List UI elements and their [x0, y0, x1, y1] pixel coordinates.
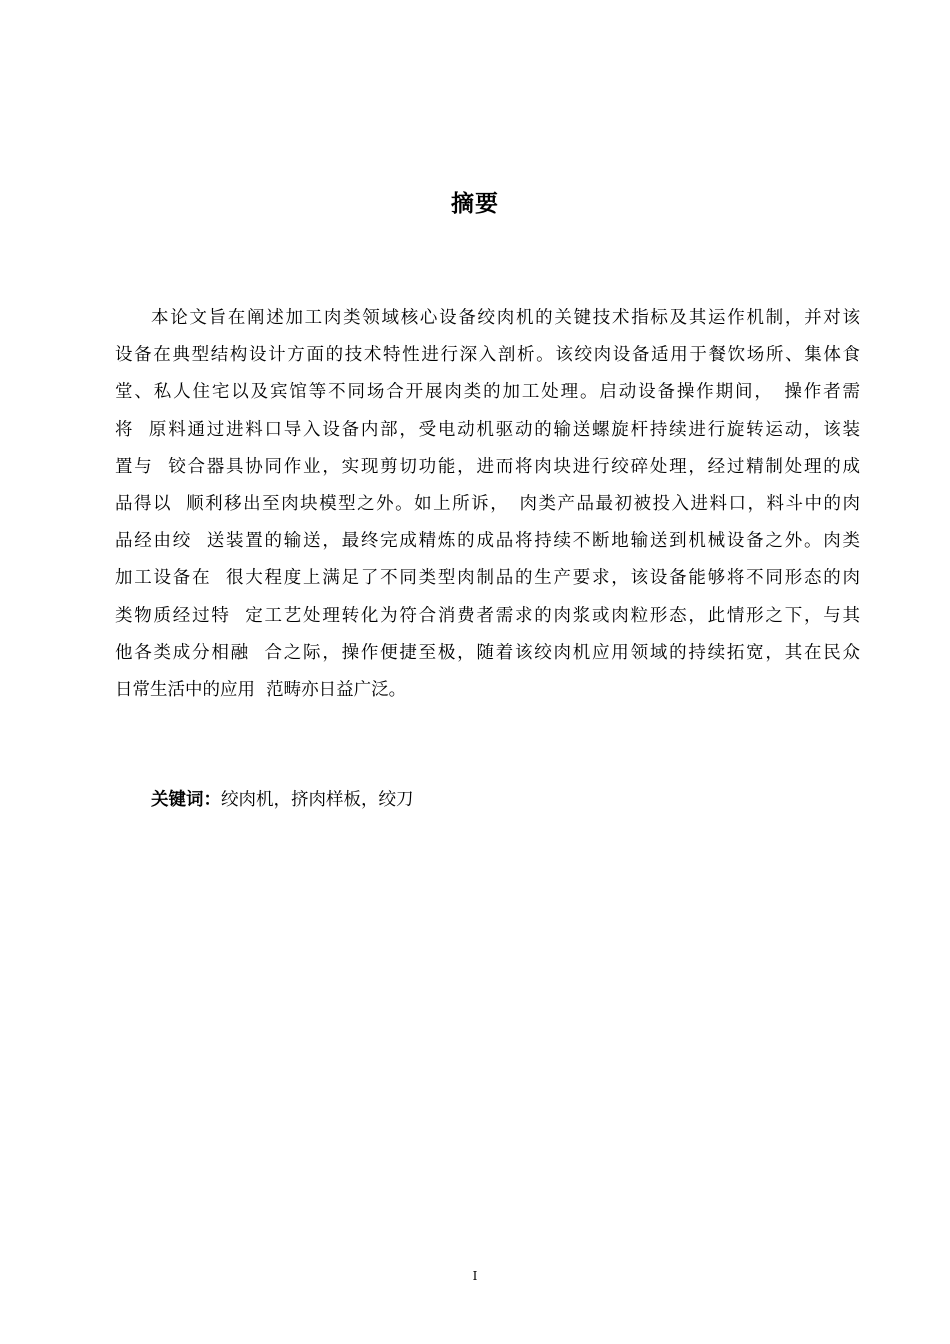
abstract-line: 日常生活中的应用 范畴亦日益广泛。	[115, 679, 407, 700]
abstract-line: 将 原料通过进料口导入设备内部，受电动机驱动的输送螺旋杆持续进行旋转运动，该装	[115, 419, 860, 440]
keywords-line	[151, 785, 414, 815]
abstract-line: 品得以 顺利移出至肉块模型之外。如上所诉， 肉类产品最初被投入进料口，料斗中的肉	[115, 493, 860, 514]
abstract-line: 加工设备在 很大程度上满足了不同类型肉制品的生产要求，该设备能够将不同形态的肉	[115, 568, 860, 589]
abstract-line: 类物质经过特 定工艺处理转化为符合消费者需求的肉浆或肉粒形态，此情形之下，与其	[115, 605, 860, 626]
abstract-body	[115, 300, 860, 709]
abstract-title: 摘要	[451, 191, 499, 217]
page-number: I	[472, 1269, 478, 1283]
abstract-line: 设备在典型结构设计方面的技术特性进行深入剖析。该绞肉设备适用于餐饮场所、集体食	[115, 345, 860, 366]
abstract-line: 置与 铰合器具协同作业，实现剪切功能，进而将肉块进行绞碎处理，经过精制处理的成	[115, 456, 860, 477]
abstract-line: 品经由绞 送装置的输送，最终完成精炼的成品将持续不断地输送到机械设备之外。肉类	[115, 531, 860, 552]
abstract-line: 他各类成分相融 合之际，操作便捷至极，随着该绞肉机应用领域的持续拓宽，其在民众	[115, 642, 860, 663]
keywords-value: 绞肉机，挤肉样板，绞刀	[221, 790, 414, 810]
abstract-line: 堂、私人住宅以及宾馆等不同场合开展肉类的加工处理。启动设备操作期间， 操作者需	[115, 382, 860, 403]
abstract-line: 本论文旨在阐述加工肉类领域核心设备绞肉机的关键技术指标及其运作机制，并对该	[151, 308, 860, 328]
keywords-label: 关键词：	[151, 790, 221, 810]
